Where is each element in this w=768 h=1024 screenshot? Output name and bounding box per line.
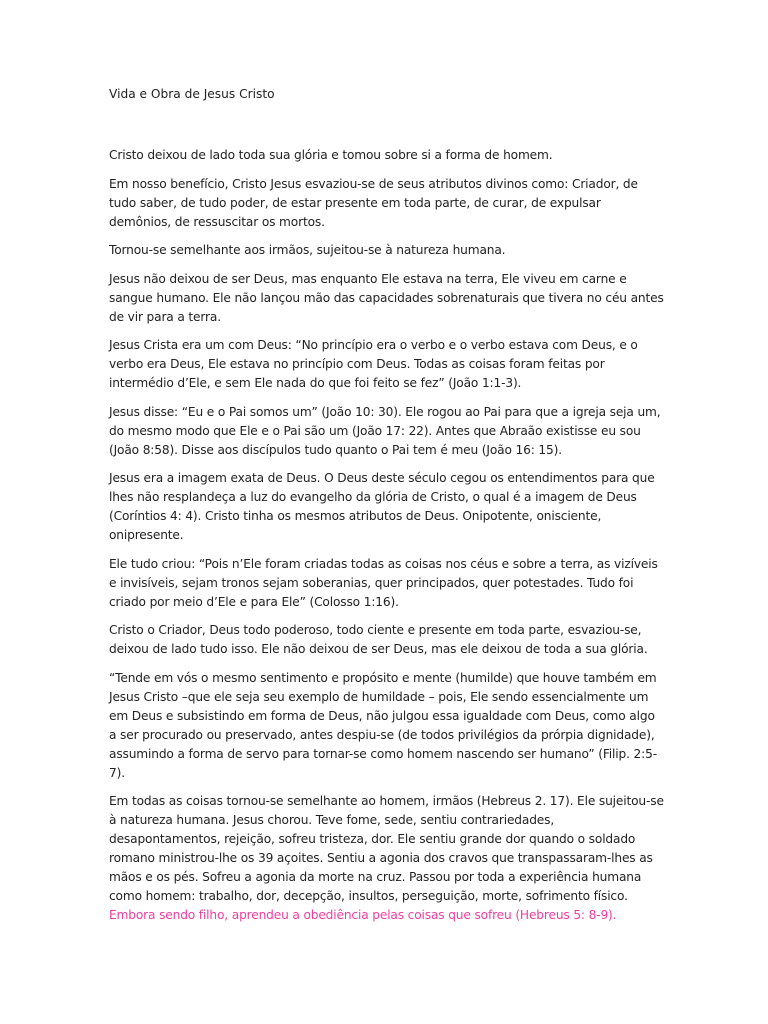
paragraph: Jesus não deixou de ser Deus, mas enquanto Ele estava na terra, Ele viveu em carne e sangue humano. Ele não lançou mão das capacidades sobrenaturais que tivera no céu antes de vir para a terra. xyxy=(109,271,664,324)
document-body xyxy=(109,85,665,935)
paragraph: Jesus era a imagem exata de Deus. O Deus deste século cegou os entendimentos para que lhes não resplandeça a luz do evangelho da glória de Cristo, o qual é a imagem de Deus (Coríntios 4: 4). Cristo tinha os mesmos atributos de Deus. Onipotente, onisciente, onipresente. xyxy=(109,471,655,542)
paragraph: Cristo o Criador, Deus todo poderoso, todo ciente e presente em toda parte, esvaziou-se, deixou de lado tudo isso. Ele não deixou de ser Deus, mas ele deixou de toda a sua glória. xyxy=(109,623,648,656)
paragraph: Cristo deixou de lado toda sua glória e tomou sobre si a forma de homem. xyxy=(109,148,553,162)
highlighted-verse: Embora sendo filho, aprendeu a obediência pelas coisas que sofreu (Hebreus 5: 8-9). xyxy=(109,908,617,922)
last-paragraph-text: Em todas as coisas tornou-se semelhante ao homem, irmãos (Hebreus 2. 17). Ele sujeitou-se à natureza humana. Jesus chorou. Teve fome, sede, sentiu contrariedades, desapontamentos, rejeição, sofreu tristeza, dor. Ele sentiu grande dor quando o soldado romano ministrou-lhe os 39 açoites. Sentiu a agonia dos cravos que transpassaram-lhes as mãos e os pés. Sofreu a agonia da morte na cruz. Passou por toda a experiência humana como homem: trabalho, dor, decepção, insultos, perseguição, morte, sofrimento físico. xyxy=(109,794,664,903)
paragraph: Ele tudo criou: “Pois n’Ele foram criadas todas as coisas nos céus e sobre a terra, as vizíveis e invisíveis, sejam tronos sejam soberanias, quer principados, quer potestades. Tudo foi criado por meio d’Ele e para Ele” (Colosso 1:16). xyxy=(109,556,658,609)
paragraph: Jesus Crista era um com Deus: “No princípio era o verbo e o verbo estava com Deus, e o verbo era Deus, Ele estava no princípio com Deus. Todas as coisas foram feitas por intermédio d’Ele, e sem Ele nada do que foi feito se fez” (João 1:1-3). xyxy=(109,338,638,390)
paragraph: Em nosso benefício, Cristo Jesus esvaziou-se de seus atributos divinos como: Criador, de tudo saber, de tudo poder, de estar presente em toda parte, de curar, de expulsar demônios, de ressuscitar os mortos. xyxy=(109,176,638,229)
last-paragraph xyxy=(109,792,665,925)
paragraph: Jesus disse: “Eu e o Pai somos um” (João 10: 30). Ele rogou ao Pai para que a igreja seja um, do mesmo modo que Ele e o Pai são um (João 17: 22). Antes que Abraão existisse eu sou (João 8:58). Disse aos discípulos tudo quanto o Pai tem é meu (João 16: 15). xyxy=(109,404,661,457)
paragraph: “Tende em vós o mesmo sentimento e propósito e mente (humilde) que houve também em Jesus Cristo –que ele seja seu exemplo de humildade – pois, Ele sendo essencialmente um em Deus e subsistindo em forma de Deus, não julgou essa igualdade com Deus, como algo a ser procurado ou preservado, antes despiu-se (de todos privilégios da prórpia dignidade), assumindo a forma de servo para tornar-se como homem nascendo ser humano” (Filip. 2:5-7). xyxy=(109,670,657,780)
document-title: Vida e Obra de Jesus Cristo xyxy=(109,87,275,101)
paragraph: Tornou-se semelhante aos irmãos, sujeitou-se à natureza humana. xyxy=(109,243,506,257)
